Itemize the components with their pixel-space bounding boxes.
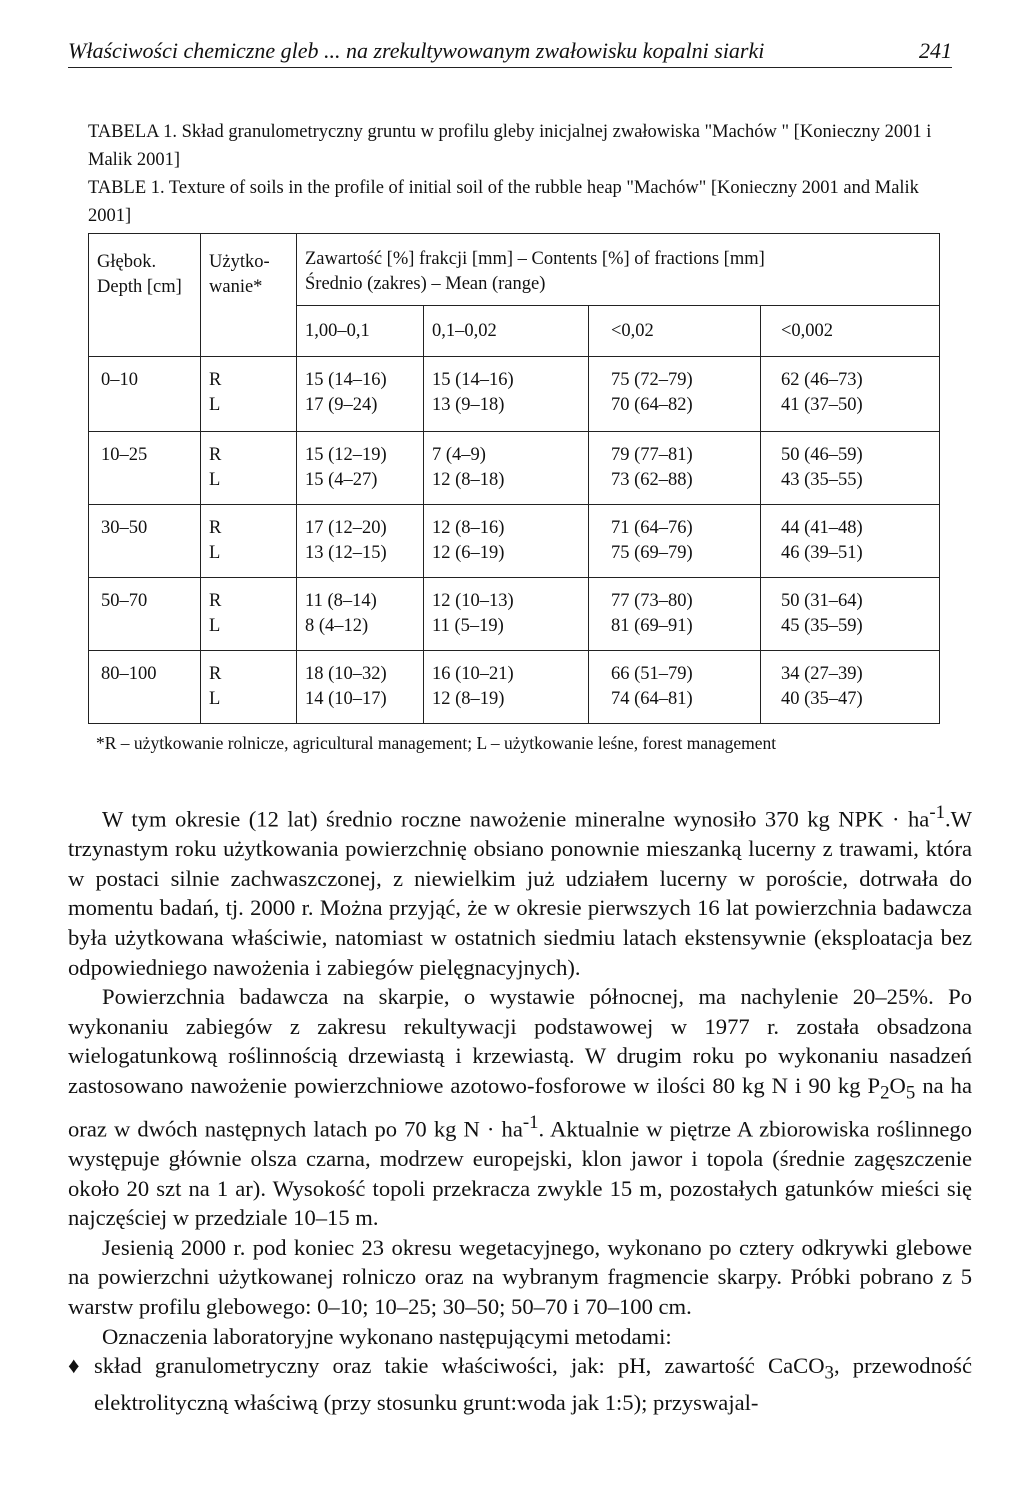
cell-f4 [761, 651, 940, 724]
table-row [89, 578, 940, 651]
cell-f3 [589, 432, 761, 505]
table-caption-pl: TABELA 1. Skład granulometryczny gruntu w profilu gleby inicjalnej zwałowiska "Machów " [Konieczny 2001 i Malik 2001] [88, 122, 932, 170]
text: skład granulometryczny oraz takie właściwości, jak: pH, zawartość CaCO [94, 1353, 825, 1379]
cell-depth: 80–100 [89, 651, 201, 724]
cell-value: 13 (12–15) [305, 543, 387, 563]
header-text: Użytko- [209, 252, 270, 272]
cell-f1 [297, 432, 424, 505]
cell-value: 34 (27–39) [781, 664, 863, 684]
cell-value: 15 (14–16) [432, 370, 514, 390]
header-text: Średnio (zakres) – Mean (range) [305, 274, 546, 294]
header-text: wanie* [209, 277, 263, 297]
text: . Aktualnie w piętrze A zbiorowiska roślinnego występuje głównie olsza czarna, modrzew europejski, klon jawor i topola (średnie zagęszczenie około 20 szt na 1 ar). Wysokość topoli przekracza zwykle 15 m, pozostałych gatunków mieści się najczęściej w przedziale 10–15 m. [68, 1116, 972, 1231]
cell-depth: 30–50 [89, 505, 201, 578]
cell-value: 44 (41–48) [781, 518, 863, 538]
cell-use [201, 432, 297, 505]
body-text [68, 798, 972, 1418]
subscript: 5 [905, 1082, 916, 1104]
table-row [89, 651, 940, 724]
cell-value: 50 (31–64) [781, 591, 863, 611]
cell-value: 13 (9–18) [432, 395, 505, 415]
cell-value: 12 (8–16) [432, 518, 505, 538]
cell-value: 70 (64–82) [611, 395, 693, 415]
fraction-header: <0,02 [589, 306, 761, 357]
header-text: Depth [cm] [97, 277, 182, 297]
use-header [201, 234, 297, 357]
cell-value: 12 (8–18) [432, 470, 505, 490]
cell-f4 [761, 432, 940, 505]
cell-f4 [761, 357, 940, 432]
cell-value: R [209, 445, 222, 465]
text: , przewodność elektrolityczną właściwą (przy stosunku grunt:woda jak 1:5); przyswajal- [94, 1353, 972, 1416]
fraction-header: 1,00–0,1 [297, 306, 424, 357]
cell-value: 11 (8–14) [305, 591, 377, 611]
cell-f3 [589, 651, 761, 724]
cell-value: 12 (10–13) [432, 591, 514, 611]
paragraph [68, 798, 972, 982]
cell-value: 45 (35–59) [781, 616, 863, 636]
cell-value: 7 (4–9) [432, 445, 486, 465]
table-row [89, 357, 940, 432]
cell-f2 [424, 578, 589, 651]
cell-f2 [424, 651, 589, 724]
texture-table [88, 233, 940, 724]
cell-use [201, 651, 297, 724]
fraction-header: <0,002 [761, 306, 940, 357]
cell-f2 [424, 505, 589, 578]
cell-f4 [761, 578, 940, 651]
cell-f1 [297, 357, 424, 432]
diamond-bullet-icon: ♦ [68, 1353, 80, 1379]
cell-value: L [209, 395, 221, 415]
superscript: -1 [522, 1111, 539, 1133]
text: Powierzchnia badawcza na skarpie, o wystawie północnej, ma nachylenie 20–25%. Po wykonaniu zabiegów z zakresu rekultywacji podstawowej w 1977 r. została obsadzona wielogatunkową roślinnością drzewiastą i krzewiastą. W drugim roku po wykonaniu nasadzeń zastosowano nawożenie powierzchniowe azotowo-fosforowe w ilości 80 kg N i 90 kg P [68, 984, 972, 1098]
text: na ha oraz w dwóch następnych latach po 70 kg N · ha [68, 1072, 972, 1142]
cell-value: 77 (73–80) [611, 591, 693, 611]
table-row [89, 505, 940, 578]
cell-value: 50 (46–59) [781, 445, 863, 465]
fractions-group-header [297, 234, 940, 306]
cell-value: 75 (72–79) [611, 370, 693, 390]
bullet-text [94, 1351, 972, 1418]
cell-value: R [209, 518, 222, 538]
cell-value: R [209, 591, 222, 611]
subscript: 3 [824, 1362, 834, 1384]
text: .W trzynastym roku użytkowania powierzchnię obsiano ponownie mieszanką lucerny z trawami, która w postaci silnie zachwaszczonej, z niewielkim już udziałem lucerny w poroście, dotrwała do momentu badań, tj. 2000 r. Można przyjąć, że w okresie pierwszych 16 lat powierzchnia badawcza była użytkowana właściwie, natomiast w ostatnich siedmiu latach ekstensywnie (eksploatacja bez odpowiedniego nawożenia i zabiegów pielęgnacyjnych). [68, 806, 972, 980]
table-caption-en: TABLE 1. Texture of soils in the profile of initial soil of the rubble heap "Machów" [Konieczny 2001 and Malik 2001] [88, 178, 919, 226]
cell-value: L [209, 689, 221, 709]
cell-value: L [209, 470, 221, 490]
cell-depth: 10–25 [89, 432, 201, 505]
cell-depth: 0–10 [89, 357, 201, 432]
paragraph: Jesienią 2000 r. pod koniec 23 okresu wegetacyjnego, wykonano po cztery odkrywki glebowe na powierzchni użytkowanej rolniczo oraz na wybranym fragmencie skarpy. Próbki pobrano z 5 warstw profilu glebowego: 0–10; 10–25; 30–50; 50–70 i 70–100 cm. [68, 1234, 972, 1320]
cell-value: L [209, 616, 221, 636]
cell-value: 62 (46–73) [781, 370, 863, 390]
table-header-row [89, 234, 940, 306]
cell-value: 16 (10–21) [432, 664, 514, 684]
cell-value: 41 (37–50) [781, 395, 863, 415]
cell-value: 12 (8–19) [432, 689, 505, 709]
cell-value: 46 (39–51) [781, 543, 863, 563]
cell-value: R [209, 664, 222, 684]
table-footnote: *R – użytkowanie rolnicze, agricultural management; L – użytkowanie leśne, forest management [96, 733, 777, 753]
cell-value: 73 (62–88) [611, 470, 693, 490]
paragraph [68, 982, 972, 1233]
cell-f1 [297, 578, 424, 651]
page-number: 241 [919, 38, 952, 63]
paragraph: Oznaczenia laboratoryjne wykonano następującymi metodami: [102, 1323, 672, 1349]
running-header [68, 38, 952, 64]
cell-value: 17 (12–20) [305, 518, 387, 538]
cell-value: L [209, 543, 221, 563]
cell-f4 [761, 505, 940, 578]
cell-value: 40 (35–47) [781, 689, 863, 709]
cell-value: 75 (69–79) [611, 543, 693, 563]
cell-value: 71 (64–76) [611, 518, 693, 538]
cell-value: R [209, 370, 222, 390]
text: W tym okresie (12 lat) średnio roczne nawożenie mineralne wynosiło 370 kg NPK · ha [102, 806, 930, 832]
text: O [889, 1072, 906, 1098]
subscript: 2 [880, 1082, 890, 1104]
header-rule [68, 67, 952, 68]
cell-value: 74 (64–81) [611, 689, 693, 709]
header-text: Zawartość [%] frakcji [mm] – Contents [%] of fractions [mm] [305, 249, 765, 269]
cell-value: 14 (10–17) [305, 689, 387, 709]
cell-value: 79 (77–81) [611, 445, 693, 465]
cell-value: 18 (10–32) [305, 664, 387, 684]
fraction-header: 0,1–0,02 [424, 306, 589, 357]
cell-value: 15 (14–16) [305, 370, 387, 390]
cell-f2 [424, 357, 589, 432]
cell-value: 15 (4–27) [305, 470, 378, 490]
cell-f1 [297, 651, 424, 724]
superscript: -1 [929, 802, 946, 823]
cell-f1 [297, 505, 424, 578]
cell-value: 81 (69–91) [611, 616, 693, 636]
cell-value: 12 (6–19) [432, 543, 505, 563]
depth-header [89, 234, 201, 357]
table-row [89, 432, 940, 505]
cell-value: 15 (12–19) [305, 445, 387, 465]
cell-value: 17 (9–24) [305, 395, 378, 415]
cell-f3 [589, 357, 761, 432]
running-title: Właściwości chemiczne gleb ... na zrekultywowanym zwałowisku kopalni siarki [68, 38, 765, 63]
cell-value: 66 (51–79) [611, 664, 693, 684]
cell-value: 43 (35–55) [781, 470, 863, 490]
cell-value: 8 (4–12) [305, 616, 369, 636]
cell-f3 [589, 578, 761, 651]
cell-f2 [424, 432, 589, 505]
cell-depth: 50–70 [89, 578, 201, 651]
cell-value: 11 (5–19) [432, 616, 504, 636]
bullet-item [68, 1351, 972, 1418]
cell-f3 [589, 505, 761, 578]
cell-use [201, 505, 297, 578]
cell-use [201, 357, 297, 432]
cell-use [201, 578, 297, 651]
header-text: Głębok. [97, 252, 157, 272]
